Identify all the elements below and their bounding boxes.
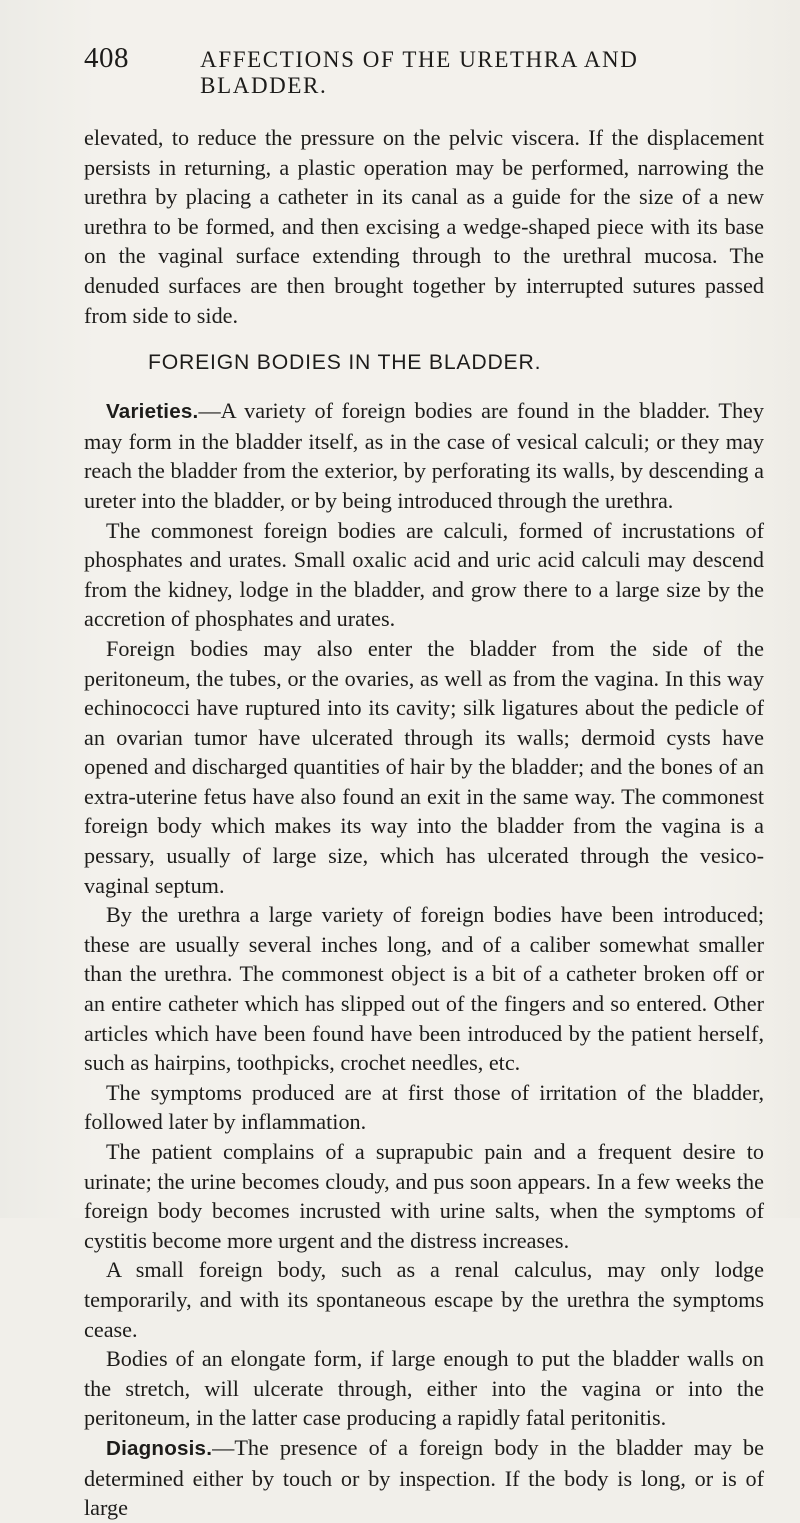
paragraph-varieties (84, 396, 764, 515)
paragraph-elongate-bodies: Bodies of an elongate form, if large enough to put the bladder walls on the stretch, will ulcerate through, either into the vagina or into the peritoneum, in the latter case producing a rapidly fatal peritonitis. (84, 1346, 764, 1431)
run-in-heading-varieties: Varieties. (106, 400, 199, 424)
paragraph-varieties-text: —A variety of foreign bodies are found in the bladder. They may form in the bladder itself, as in the case of vesical calculi; or they may reach the bladder from the exterior, by perforating its walls, by descending a ureter into the bladder, or by being introduced through the urethra. (84, 398, 764, 513)
running-head (84, 42, 764, 99)
paragraph-diagnosis (84, 1433, 764, 1523)
paragraph-renal-calculus: A small foreign body, such as a renal calculus, may only lodge temporarily, and with its spontaneous escape by the urethra the symptoms cease. (84, 1257, 764, 1342)
paragraph-peritoneum: Foreign bodies may also enter the bladder from the side of the peritoneum, the tubes, or the ovaries, as well as from the vagina. In this way echinococci have ruptured into its cavity; silk ligatures about the pedicle of an ovarian tumor have ulcerated through its walls; dermoid cysts have opened and discharged quantities of hair by the bladder; and the bones of an extra-uterine fetus have also found an exit in the same way. The commonest foreign body which makes its way into the bladder from the vagina is a pessary, usually of large size, which has ulcerated through the vesico-vaginal septum. (84, 635, 764, 898)
run-in-heading-diagnosis: Diagnosis. (106, 1436, 213, 1460)
paragraph-continued: elevated, to reduce the pressure on the pelvic viscera. If the displacement persists in returning, a plastic operation may be performed, narrowing the urethra by placing a catheter in its canal as a guide for the size of a new urethra to be formed, and then excising a wedge-shaped piece with its base on the vaginal surface extending through to the urethral mucosa. The denuded surfaces are then brought together by interrupted sutures passed from side to side. (84, 125, 764, 328)
page-number: 408 (84, 42, 129, 74)
paragraph-urethra: By the urethra a large variety of foreign bodies have been introduced; these are usually several inches long, and of a caliber somewhat smaller than the urethra. The commonest object is a bit of a catheter broken off or an entire catheter which has slipped out of the fingers and so entered. Other articles which have been found have been introduced by the patient herself, such as hairpins, toothpicks, crochet needles, etc. (84, 902, 764, 1076)
running-title: AFFECTIONS OF THE URETHRA AND BLADDER. (200, 47, 639, 98)
paragraph-patient: The patient complains of a suprapubic pain and a frequent desire to urinate; the urine becomes cloudy, and pus soon appears. In a few weeks the foreign body becomes incrusted with urine salts, when the symptoms of cystitis become more urgent and the distress increases. (84, 1139, 764, 1253)
paragraph-diagnosis-text: —The presence of a foreign body in the bladder may be determined either by touch or by inspection. If the body is long, or is of large (84, 1434, 764, 1521)
section-heading: FOREIGN BODIES IN THE BLADDER. (148, 351, 542, 375)
paragraph-symptoms: The symptoms produced are at first those of irritation of the bladder, followed later by inflammation. (84, 1079, 764, 1135)
paragraph-calculi: The commonest foreign bodies are calculi, formed of incrustations of phosphates and urates. Small oxalic acid and uric acid calculi may descend from the kidney, lodge in the bladder, and grow there to a large size by the accretion of phosphates and urates. (84, 517, 764, 632)
